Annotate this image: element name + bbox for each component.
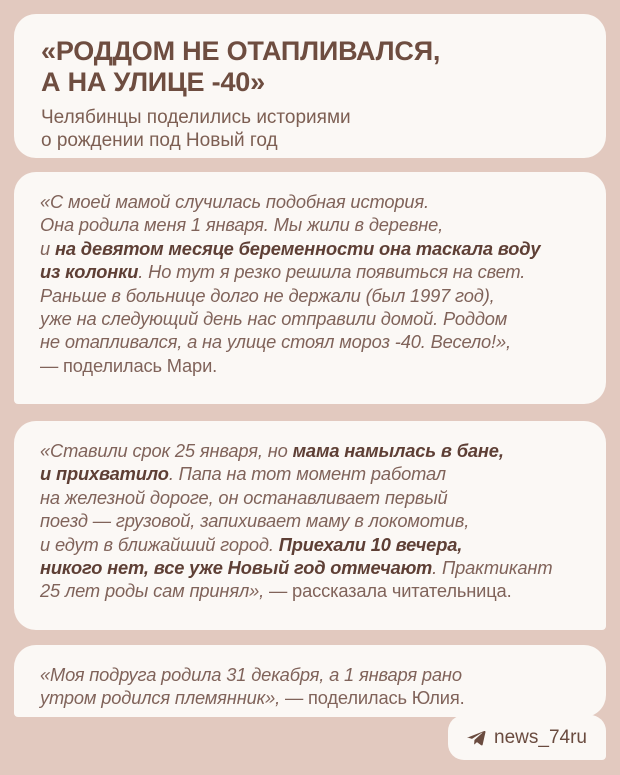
quote-2-line-6: . Практикант (432, 557, 553, 579)
quote-1-line-3-start: и (40, 237, 55, 259)
quote-2-emphasis-4: никого нет, все уже Новый год отмечают (40, 557, 433, 579)
quote-2-line-3: на железной дороге, он останавливает первый (40, 486, 448, 508)
quote-card-2 (14, 421, 606, 630)
telegram-icon (467, 730, 486, 746)
quote-2-line-1: «Ставили срок 25 января, но (40, 440, 293, 461)
quote-text-2 (40, 439, 582, 603)
quote-3-attribution: — поделилась Юлия. (280, 687, 465, 709)
headline-line-1: «РОДДОМ НЕ ОТАПЛИВАЛСЯ, (41, 36, 441, 66)
quote-2-attribution: — рассказала читательница. (264, 580, 512, 602)
headline (41, 36, 580, 98)
quote-3-line-1: «Моя подруга родила 31 декабря, а 1 января рано (40, 664, 462, 685)
quote-card-1 (14, 172, 606, 404)
quote-1-emphasis-2: из колонки (40, 261, 139, 283)
channel-name: news_74ru (494, 726, 587, 748)
quote-2-line-4: поезд — грузовой, запихивает маму в локомотив, (40, 510, 470, 532)
quote-text-1 (40, 190, 582, 377)
quote-text-3 (40, 663, 582, 710)
quote-2-emphasis-2: и прихватило (40, 463, 169, 485)
subheadline (41, 106, 580, 152)
quote-2-emphasis-1: мама намылась в бане, (292, 440, 504, 461)
quote-2-line-7: 25 лет роды сам принял», (40, 580, 265, 602)
quote-1-attribution: — поделилась Мари. (40, 354, 218, 376)
quote-2-line-5: и едут в ближайший город. (40, 533, 279, 555)
header-card (14, 14, 606, 158)
quote-1-emphasis-1: на девятом месяце беременности она таскала воду (54, 237, 541, 259)
quote-1-line-5: Раньше в больнице долго не держали (был 1997 год), (40, 284, 495, 306)
quote-2-emphasis-3: Приехали 10 вечера, (278, 533, 463, 555)
headline-line-2: А НА УЛИЦЕ -40» (41, 67, 265, 97)
quote-1-line-2: Она родила меня 1 января. Мы жили в деревне, (40, 214, 444, 236)
quote-card-3 (14, 645, 606, 717)
quote-1-line-4: . Но тут я резко решила появиться на свет. (138, 261, 526, 283)
quote-1-line-6: уже на следующий день нас отправили домой. Роддом (40, 308, 508, 330)
channel-badge[interactable] (448, 715, 606, 760)
quote-2-line-2: . Папа на тот момент работал (168, 463, 446, 485)
subheadline-line-2: о рождении под Новый год (41, 130, 278, 151)
quote-3-line-2: утром родился племянник», (40, 687, 281, 709)
quote-1-line-7: не отапливался, а на улице стоял мороз -40. Весело!», (40, 331, 511, 353)
quote-1-line-1: «С моей мамой случилась подобная история. (40, 191, 429, 212)
subheadline-line-1: Челябинцы поделились историями (41, 107, 351, 128)
